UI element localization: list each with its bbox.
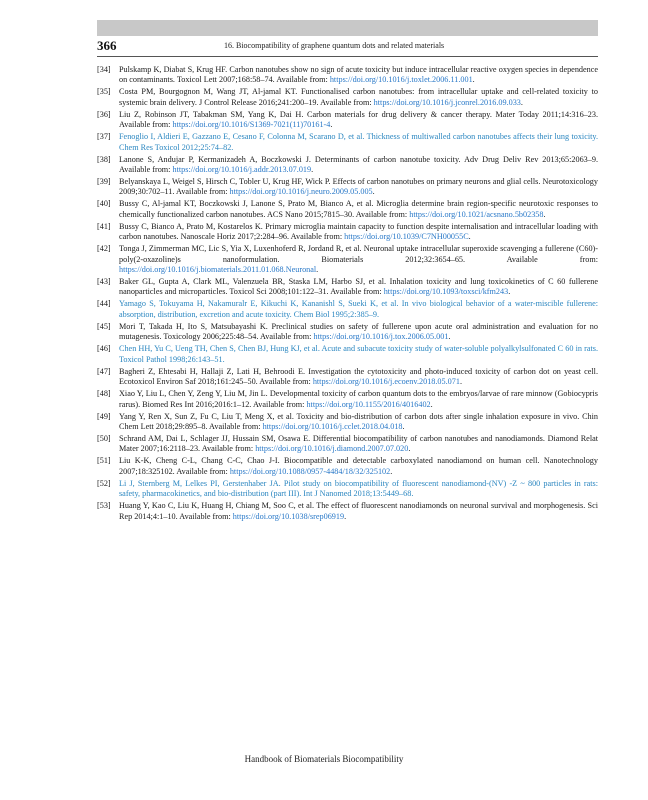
reference-entry (97, 87, 598, 108)
reference-citation: Costa PM, Bourgognon M, Wang JT, Al-jamal KT. Functionalised carbon nanotubes: from intracellular uptake and cell-related toxicity to systemic brain delivery. J Control Release 2016;241:200–19. Available from: (119, 87, 598, 107)
reference-tail: . (408, 444, 411, 454)
page-number: 366 (97, 38, 117, 53)
reference-number: [44] (97, 299, 111, 309)
doi-link[interactable]: https://doi.org/10.1016/j.addr.2013.07.019 (172, 165, 312, 175)
reference-number: [36] (97, 109, 111, 119)
page-footer: Handbook of Biomaterials Biocompatibility (244, 754, 404, 764)
reference-citation: Pulskamp K, Diabat S, Krug HF. Carbon nanotubes show no sign of acute toxicity but induce intracellular reactive oxygen species in dependence on contaminants. Toxicol Lett 2007;168:58–74. Available from: (119, 65, 598, 85)
reference-entry (97, 244, 598, 275)
doi-link[interactable]: https://doi.org/10.1016/S1369-7021(11)70161-4 (172, 120, 331, 130)
reference-entry (97, 344, 598, 365)
reference-text (119, 434, 598, 455)
reference-text (119, 177, 598, 198)
reference-citation: Fenoglio I, Aldieri E, Gazzano E, Cesano F, Colonna M, Scarano D, et al. Thickness of multiwalled carbon nanotubes affects their lung toxicity. Chem Res Toxicol 2012;25:74–82. (119, 132, 598, 152)
reference-citation: Lanone S, Andujar P, Kermanizadeh A, Boczkowski J. Determinants of carbon nanotube toxicity. Adv Drug Deliv Rev 2013;65:2063–9. Available from: (119, 154, 598, 175)
reference-number: [42] (97, 244, 111, 254)
doi-link[interactable]: https://doi.org/10.1016/j.tox.2006.05.001 (313, 332, 449, 342)
doi-link[interactable]: https://doi.org/10.1038/srep06919 (232, 511, 345, 521)
reference-citation: Tonga J, Zimmerman MC, Lic S, Yia X, Luxenhoferd R, Jordand R, et al. Neuronal uptake intracellular superoxide scavenging a fullerene (C60)-poly(2-oxazoline)s nanoformulation. Biomaterials 2012;32:3654–65. Available from: (119, 244, 598, 264)
reference-entry (97, 389, 598, 410)
doi-link[interactable]: https://doi.org/10.1016/j.jconrel.2016.09.033 (373, 97, 521, 107)
reference-citation: Huang Y, Kao C, Liu K, Huang H, Chiang M, Soo C, et al. The effect of fluorescent nanodiamonds on neuronal survival and morphogenesis. Sci Rep 2014;4:1–10. Available from: (119, 501, 598, 521)
reference-entry (97, 222, 598, 243)
reference-citation: Belyanskaya L, Weigel S, Hirsch C, Tobler U, Krug HF, Wick P. Effects of carbon nanotubes on primary neurons and glial cells. Neurotoxicology 2009;30:702–11. Available from: (119, 177, 598, 197)
reference-number: [40] (97, 199, 111, 209)
reference-text (119, 412, 598, 433)
reference-text[interactable] (119, 299, 598, 320)
reference-citation: Chen HH, Yu C, Ueng TH, Chen S, Chen BJ, Hung KJ, et al. Acute and subacute toxicity study of water-soluble polyalkylsulfonated C 60 in rats. Toxicol Pathol 1998;26:143–51. (119, 344, 598, 364)
reference-entry (97, 65, 598, 86)
reference-text (119, 367, 598, 388)
reference-number: [39] (97, 177, 111, 187)
reference-tail: . (344, 511, 347, 521)
reference-entry (97, 132, 598, 153)
reference-number: [34] (97, 65, 111, 74)
reference-number: [47] (97, 366, 111, 376)
reference-text (119, 222, 598, 243)
reference-text[interactable] (119, 479, 598, 500)
doi-link[interactable]: https://doi.org/10.1016/j.cclet.2018.04.018 (262, 421, 403, 431)
header-band (97, 20, 598, 36)
reference-number: [48] (97, 389, 111, 399)
reference-citation: Bussy C, Bianco A, Prato M, Kostarelos K. Primary microglia maintain capacity to function despite internalisation and intracellular loading with carbon nanotubes. Nanoscale Horiz 2017;2:284–96. Available from: (119, 221, 598, 242)
reference-number: [51] (97, 456, 111, 466)
reference-text (119, 389, 598, 410)
reference-entry (97, 277, 598, 298)
reference-text (119, 199, 598, 220)
reference-text (119, 501, 598, 522)
reference-entry (97, 456, 598, 477)
reference-entry (97, 322, 598, 343)
doi-link[interactable]: https://doi.org/10.1021/acsnano.5b02358 (409, 209, 544, 219)
reference-citation: Liu K-K, Cheng C-L, Chang C-C, Chao J-I. Biocompatible and detectable carboxylated nanodiamond on human cell. Nanotechnology 2007;18:325102. Available from: (119, 456, 598, 476)
reference-citation: Li J, Sternberg M, Lelkes PI, Gerstenhaber JA. Pilot study on biocompatibility of fluorescent nanodiamond-(NV) -Z ~ 800 particles in rats: safety, pharmacokinetics, and bio-distribution (part III). Int J Nanomed 2018;13:5449–68. (119, 478, 598, 499)
reference-citation: Schrand AM, Dai L, Schlager JJ, Hussain SM, Osawa E. Differential biocompatibility of carbon nanotubes and nanodiamonds. Diamond Relat Mater 2007;16:2118–23. Available from: (119, 433, 598, 454)
reference-number: [46] (97, 344, 111, 354)
reference-text[interactable] (119, 132, 598, 153)
reference-tail: . (448, 332, 451, 342)
reference-entry (97, 479, 598, 500)
reference-number: [49] (97, 411, 111, 421)
page-header (97, 38, 598, 57)
reference-tail: . (468, 232, 471, 242)
reference-number: [43] (97, 277, 111, 287)
reference-entry (97, 367, 598, 388)
reference-entry (97, 110, 598, 131)
doi-link[interactable]: https://doi.org/10.1016/j.biomaterials.2011.01.068.Neuronal (119, 265, 317, 275)
reference-text (119, 277, 598, 298)
reference-entry (97, 501, 598, 522)
reference-tail: . (390, 466, 393, 476)
reference-entry (97, 299, 598, 320)
doi-link[interactable]: https://doi.org/10.1155/2016/4016402 (306, 399, 431, 409)
running-title: 16. Biocompatibility of graphene quantum dots and related materials (224, 41, 445, 50)
reference-entry (97, 177, 598, 198)
reference-text (119, 456, 598, 477)
reference-number: [53] (97, 501, 111, 511)
reference-text (119, 110, 598, 131)
reference-tail: . (316, 265, 319, 275)
reference-text[interactable] (119, 344, 598, 365)
reference-tail: . (520, 97, 523, 107)
reference-tail: . (459, 377, 462, 387)
reference-tail: . (472, 75, 475, 85)
reference-tail: . (430, 399, 433, 409)
reference-citation: Xiao Y, Liu L, Chen Y, Zeng Y, Liu M, Jin L. Developmental toxicity of carbon quantum dots to the embryos/larvae of rare minnow (Gobiocypris rarus). Biomed Res Int 2016;2016:1–12. Available from: (119, 389, 598, 409)
reference-tail: . (330, 120, 333, 130)
reference-entry (97, 412, 598, 433)
reference-tail: . (508, 287, 511, 297)
reference-citation: Yang Y, Ren X, Sun Z, Fu C, Liu T, Meng X, et al. Toxicity and bio-distribution of carbon dots after single inhalation exposure in vivo. Chin Chem Lett 2018;29:895–8. Available from: (119, 411, 598, 431)
doi-link[interactable]: https://doi.org/10.1039/C7NH00055C (344, 232, 469, 242)
reference-list (97, 65, 598, 524)
reference-number: [35] (97, 87, 111, 97)
reference-citation: Bussy C, Al-jamal KT, Boczkowski J, Lanone S, Prato M, Bianco A, et al. Microglia determine brain region-specific neurotoxic responses to chemically functionalized carbon nanotubes. ACS Nano 2015;7815–30. Available from: (119, 199, 598, 219)
reference-number: [37] (97, 132, 111, 142)
reference-tail: . (372, 187, 375, 197)
reference-entry (97, 155, 598, 176)
reference-number: [38] (97, 154, 111, 164)
doi-link[interactable]: https://doi.org/10.1088/0957-4484/18/32/325102 (229, 466, 391, 476)
doi-link[interactable]: https://doi.org/10.1016/j.ecoenv.2018.05.071 (312, 377, 460, 387)
reference-entry (97, 199, 598, 220)
reference-citation: Bagheri Z, Ehtesabi H, Hallaji Z, Lati H, Behroodi E. Investigation the cytotoxicity and photo-induced toxicity of carbon dot on yeast cell. Ecotoxicol Environ Saf 2018;161:245–50. Available from: (119, 366, 598, 387)
reference-text (119, 155, 598, 176)
reference-citation: Baker GL, Gupta A, Clark ML, Valenzuela BR, Staska LM, Harbo SJ, et al. Inhalation toxicity and lung toxicokinetics of C 60 fullerene nanoparticles and microparticles. Toxicol Sci 2008;101:122–31. Available from: (119, 277, 598, 297)
reference-number: [41] (97, 221, 111, 231)
doi-link[interactable]: https://doi.org/10.1016/j.toxlet.2006.11.001 (329, 75, 473, 85)
reference-text (119, 65, 598, 86)
reference-text (119, 322, 598, 343)
reference-number: [50] (97, 433, 111, 443)
reference-citation: Yamago S, Tokuyama H, Nakamuralr E, Kikuchi K, Kananishl S, Sueki K, et al. In vivo biological behavior of a water-miscible fullerene: absorption, distribution, excretion and acute toxicity. Chem Biol 1995;2:385–9. (119, 299, 598, 319)
reference-text (119, 87, 598, 108)
reference-tail: . (402, 421, 405, 431)
doi-link[interactable]: https://doi.org/10.1016/j.neuro.2009.05.005 (229, 187, 373, 197)
doi-link[interactable]: https://doi.org/10.1016/j.diamond.2007.07.020 (255, 444, 409, 454)
reference-text (119, 244, 598, 275)
reference-citation: Liu Z, Robinson JT, Tabakman SM, Yang K, Dai H. Carbon materials for drug delivery & cancer therapy. Mater Today 2011;14:316–23. Available from: (119, 109, 598, 130)
reference-citation: Mori T, Takada H, Ito S, Matsubayashi K. Preclinical studies on safety of fullerene upon acute oral administration and evaluation for no mutagenesis. Toxicology 2006;225:48–54. Available from: (119, 321, 598, 342)
reference-tail: . (543, 209, 546, 219)
doi-link[interactable]: https://doi.org/10.1093/toxsci/kfm243 (383, 287, 509, 297)
reference-entry (97, 434, 598, 455)
reference-tail: . (311, 165, 314, 175)
reference-number: [45] (97, 321, 111, 331)
reference-number: [52] (97, 478, 111, 488)
